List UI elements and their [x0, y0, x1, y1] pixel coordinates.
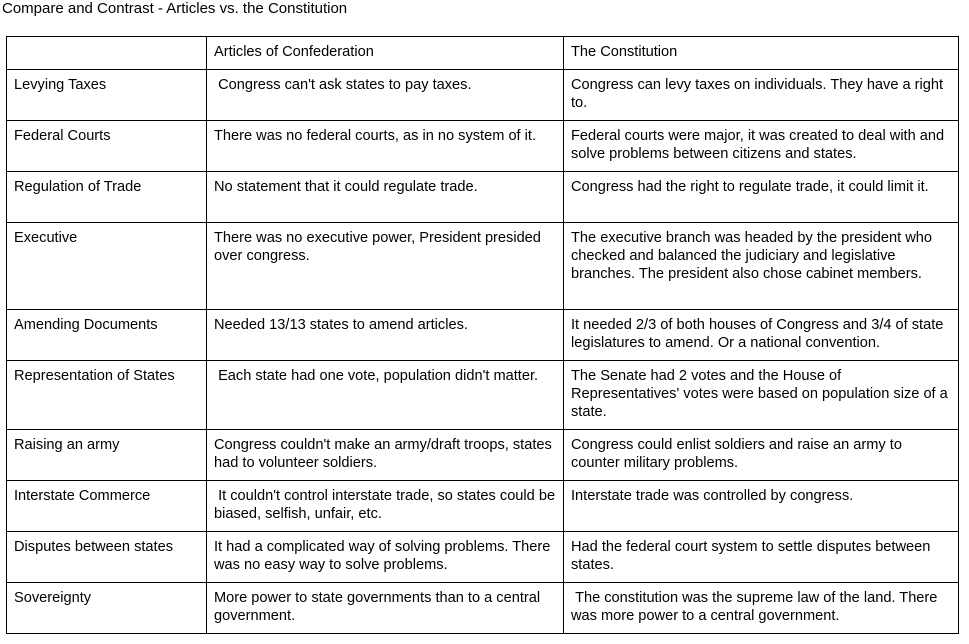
- table-row: [7, 70, 959, 121]
- articles-cell: Congress can't ask states to pay taxes.: [207, 70, 564, 121]
- table-row: [7, 121, 959, 172]
- articles-cell: No statement that it could regulate trade.: [207, 172, 564, 223]
- articles-cell: It had a complicated way of solving problems. There was no easy way to solve problems.: [207, 532, 564, 583]
- constitution-cell: Had the federal court system to settle disputes between states.: [564, 532, 959, 583]
- header-cell-topic: [7, 37, 207, 70]
- topic-cell: Federal Courts: [7, 121, 207, 172]
- table-row: [7, 583, 959, 634]
- articles-cell: Congress couldn't make an army/draft troops, states had to volunteer soldiers.: [207, 430, 564, 481]
- articles-cell: Each state had one vote, population didn't matter.: [207, 361, 564, 430]
- table-row: [7, 361, 959, 430]
- constitution-cell: Interstate trade was controlled by congress.: [564, 481, 959, 532]
- table-row: [7, 532, 959, 583]
- topic-cell: Levying Taxes: [7, 70, 207, 121]
- constitution-cell: The executive branch was headed by the president who checked and balanced the judiciary and legislative branches. The president also chose cabinet members.: [564, 223, 959, 310]
- table-row: [7, 223, 959, 310]
- articles-cell: There was no federal courts, as in no system of it.: [207, 121, 564, 172]
- topic-cell: Representation of States: [7, 361, 207, 430]
- header-cell-articles: Articles of Confederation: [207, 37, 564, 70]
- topic-cell: Regulation of Trade: [7, 172, 207, 223]
- topic-cell: Raising an army: [7, 430, 207, 481]
- table-header-row: [7, 37, 959, 70]
- topic-cell: Amending Documents: [7, 310, 207, 361]
- constitution-cell: Congress can levy taxes on individuals. They have a right to.: [564, 70, 959, 121]
- header-cell-constitution: The Constitution: [564, 37, 959, 70]
- table-row: [7, 430, 959, 481]
- topic-cell: Disputes between states: [7, 532, 207, 583]
- articles-cell: More power to state governments than to a central government.: [207, 583, 564, 634]
- table-row: [7, 310, 959, 361]
- table-row: [7, 172, 959, 223]
- topic-cell: Executive: [7, 223, 207, 310]
- constitution-cell: Congress could enlist soldiers and raise an army to counter military problems.: [564, 430, 959, 481]
- articles-cell: Needed 13/13 states to amend articles.: [207, 310, 564, 361]
- comparison-table: [6, 36, 959, 634]
- articles-cell: It couldn't control interstate trade, so states could be biased, selfish, unfair, etc.: [207, 481, 564, 532]
- constitution-cell: It needed 2/3 of both houses of Congress and 3/4 of state legislatures to amend. Or a national convention.: [564, 310, 959, 361]
- table-row: [7, 481, 959, 532]
- topic-cell: Sovereignty: [7, 583, 207, 634]
- constitution-cell: Congress had the right to regulate trade, it could limit it.: [564, 172, 959, 223]
- constitution-cell: The constitution was the supreme law of the land. There was more power to a central government.: [564, 583, 959, 634]
- page-title: Compare and Contrast - Articles vs. the Constitution: [2, 0, 348, 17]
- topic-cell: Interstate Commerce: [7, 481, 207, 532]
- articles-cell: There was no executive power, President presided over congress.: [207, 223, 564, 310]
- constitution-cell: Federal courts were major, it was created to deal with and solve problems between citizens and states.: [564, 121, 959, 172]
- constitution-cell: The Senate had 2 votes and the House of Representatives' votes were based on population size of a state.: [564, 361, 959, 430]
